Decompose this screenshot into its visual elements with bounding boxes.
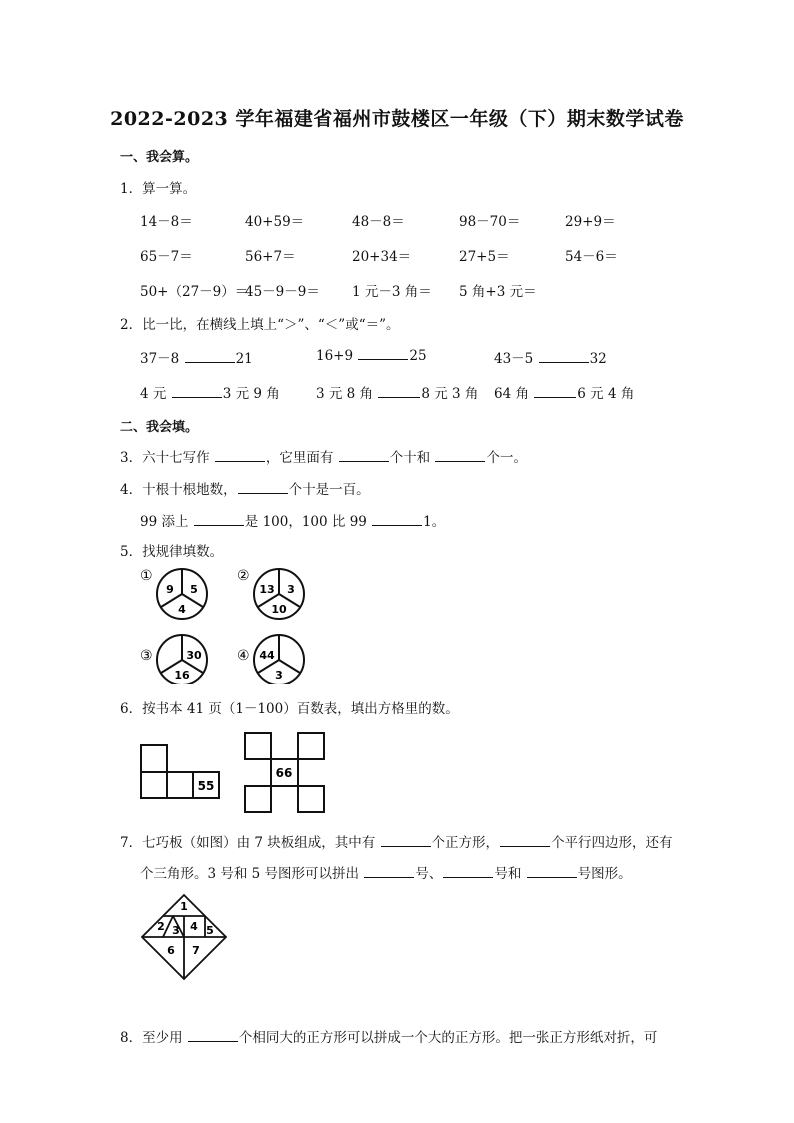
circle-3 — [157, 635, 207, 684]
circle-3-value-b: 30 — [186, 649, 202, 662]
q2-r2-item1-right: 3 元 9 角 — [222, 386, 280, 402]
q7-text-c: 个平行四边形，还有 — [551, 835, 673, 851]
q4-blank-2[interactable] — [194, 513, 244, 526]
q2-r1-item3 — [494, 347, 607, 367]
q2-r1-item2 — [316, 347, 427, 364]
q3-blank-2[interactable] — [339, 449, 389, 462]
q2-r2-item1 — [140, 382, 280, 402]
tangram-piece-7: 7 — [192, 944, 200, 957]
q2-r1-item3-blank[interactable] — [539, 350, 589, 363]
tangram-piece-4: 4 — [190, 920, 198, 933]
q4-blank-3[interactable] — [372, 513, 422, 526]
page-title: 2022-2023 学年福建省福州市鼓楼区一年级（下）期末数学试卷 — [110, 108, 684, 130]
q7-line1 — [120, 831, 673, 851]
q1-r2-c3: 20+34＝ — [352, 249, 412, 265]
q2-r2-item3-left: 64 角 — [494, 386, 529, 402]
q1-r3-c4: 5 角+3 元＝ — [459, 284, 537, 300]
tangram-piece-5: 5 — [206, 924, 214, 937]
circle-2-value-a: 13 — [259, 583, 275, 596]
q8-text-a: 8．至少用 — [120, 1030, 183, 1046]
q7-blank-5[interactable] — [527, 865, 577, 878]
tangram-piece-1: 1 — [180, 900, 188, 913]
q1-r1-c5: 29+9＝ — [565, 214, 616, 230]
q1-r2-c5: 54－6＝ — [565, 249, 618, 265]
q7-text-g: 号图形。 — [577, 866, 632, 882]
q2-r1-item1 — [140, 347, 253, 367]
q2-r1-item3-left: 43－5 — [494, 351, 534, 367]
q2-r2-item3-right: 6 元 4 角 — [577, 386, 635, 402]
section-1-heading: 一、我会算。 — [120, 150, 199, 165]
circle-2-marker: ② — [237, 568, 250, 584]
q1-r2-c1: 65－7＝ — [140, 249, 193, 265]
q7-text-a: 7．七巧板（如图）由 7 块板组成，其中有 — [120, 835, 376, 851]
q6-grid-1 — [140, 732, 220, 800]
q1-r3-c3: 1 元－3 角＝ — [352, 284, 432, 300]
q3-text-b: ，它里面有 — [265, 450, 334, 466]
q4-text-c: 99 添上 — [140, 514, 189, 530]
q2-r2-item2-right: 8 元 3 角 — [421, 386, 479, 402]
q7-text-f: 号和 — [494, 866, 522, 882]
q4-text-d: 是 100，100 比 99 — [244, 514, 367, 530]
q8-text-b: 个相同大的正方形可以拼成一个大的正方形。把一张正方形纸对折，可 — [238, 1030, 658, 1046]
q2-r2-item3-blank[interactable] — [534, 385, 576, 398]
q4-text-b: 个十是一百。 — [288, 482, 370, 498]
tangram-piece-6: 6 — [167, 944, 175, 957]
q4-text-a: 4．十根十根地数， — [120, 482, 237, 498]
q4-text-e: 1。 — [423, 514, 446, 530]
circle-1-value-c: 4 — [178, 603, 186, 616]
q6-grid-1-value: 55 — [197, 779, 215, 793]
q1-r1-c4: 98－70＝ — [459, 214, 521, 230]
section-2-heading: 二、我会填。 — [120, 420, 199, 435]
q7-blank-3[interactable] — [364, 865, 414, 878]
tangram-piece-3: 3 — [172, 924, 180, 937]
tangram-figure — [140, 893, 230, 981]
q6-grid-2-value: 66 — [275, 766, 293, 780]
q7-blank-4[interactable] — [443, 865, 493, 878]
circle-4-marker: ④ — [237, 648, 250, 664]
q7-text-b: 个正方形， — [431, 835, 500, 851]
q1-r3-c1: 50+（27－9）＝ — [140, 284, 249, 300]
q4-line1 — [120, 478, 370, 498]
q4-blank-1[interactable] — [238, 481, 288, 494]
q1-r1-c3: 48－8＝ — [352, 214, 405, 230]
q8-blank-1[interactable] — [188, 1029, 238, 1042]
tangram-piece-2: 2 — [157, 920, 165, 933]
q2-r2-item1-blank[interactable] — [172, 385, 222, 398]
circle-2-value-c: 10 — [271, 603, 287, 616]
q1-r3-c2: 45－9－9＝ — [245, 284, 320, 300]
circle-4-value-c: 3 — [275, 669, 283, 682]
circle-1-value-b: 5 — [190, 583, 198, 596]
q7-line2 — [140, 862, 632, 882]
circle-4 — [254, 635, 304, 684]
q3 — [120, 446, 527, 466]
q2-r2-item3 — [494, 382, 634, 402]
circle-4-value-a: 44 — [259, 649, 275, 662]
q2-r1-item1-right: 21 — [235, 351, 253, 367]
q2-label: 2．比一比，在横线上填上“＞”、“＜”或“＝”。 — [120, 317, 400, 333]
circle-1-marker: ① — [140, 568, 153, 584]
q1-r2-c2: 56+7＝ — [245, 249, 296, 265]
q6-label: 6．按书本 41 页（1－100）百数表，填出方格里的数。 — [120, 701, 459, 717]
q2-r1-item1-left: 37－8 — [140, 351, 180, 367]
q7-blank-1[interactable] — [381, 834, 431, 847]
q2-r1-item2-right: 25 — [409, 348, 427, 364]
q1-r1-c2: 40+59＝ — [245, 214, 305, 230]
circle-3-marker: ③ — [140, 648, 153, 664]
q2-r1-item1-blank[interactable] — [185, 350, 235, 363]
q2-r2-item2 — [316, 382, 478, 402]
q4-line2 — [140, 510, 445, 530]
q2-r1-item2-left: 16+9 — [316, 348, 354, 364]
q2-r2-item2-left: 3 元 8 角 — [316, 386, 374, 402]
q7-blank-2[interactable] — [500, 834, 550, 847]
q1-r2-c4: 27+5＝ — [459, 249, 510, 265]
q3-blank-3[interactable] — [435, 449, 485, 462]
q8-line1 — [120, 1026, 657, 1046]
q5-circles-figure — [138, 566, 318, 684]
circle-3-value-c: 16 — [174, 669, 190, 682]
q7-text-d: 个三角形。3 号和 5 号图形可以拼出 — [140, 866, 360, 882]
q1-label: 1．算一算。 — [120, 181, 197, 197]
q1-r1-c1: 14－8＝ — [140, 214, 193, 230]
circle-2-value-b: 3 — [287, 583, 295, 596]
q2-r1-item3-right: 32 — [589, 351, 607, 367]
circle-1-value-a: 9 — [166, 583, 174, 596]
q3-blank-1[interactable] — [215, 449, 265, 462]
q2-r2-item1-left: 4 元 — [140, 386, 167, 402]
circle-2 — [254, 569, 304, 619]
q7-text-e: 号、 — [415, 866, 443, 882]
q2-r1-item2-blank[interactable] — [358, 347, 408, 360]
q2-r2-item2-blank[interactable] — [378, 385, 420, 398]
q3-text-a: 3．六十七写作 — [120, 450, 210, 466]
circle-1 — [157, 569, 207, 619]
q6-grid-2 — [244, 732, 326, 814]
q3-text-d: 个一。 — [486, 450, 527, 466]
q3-text-c: 个十和 — [389, 450, 431, 466]
q5-label: 5．找规律填数。 — [120, 544, 224, 560]
